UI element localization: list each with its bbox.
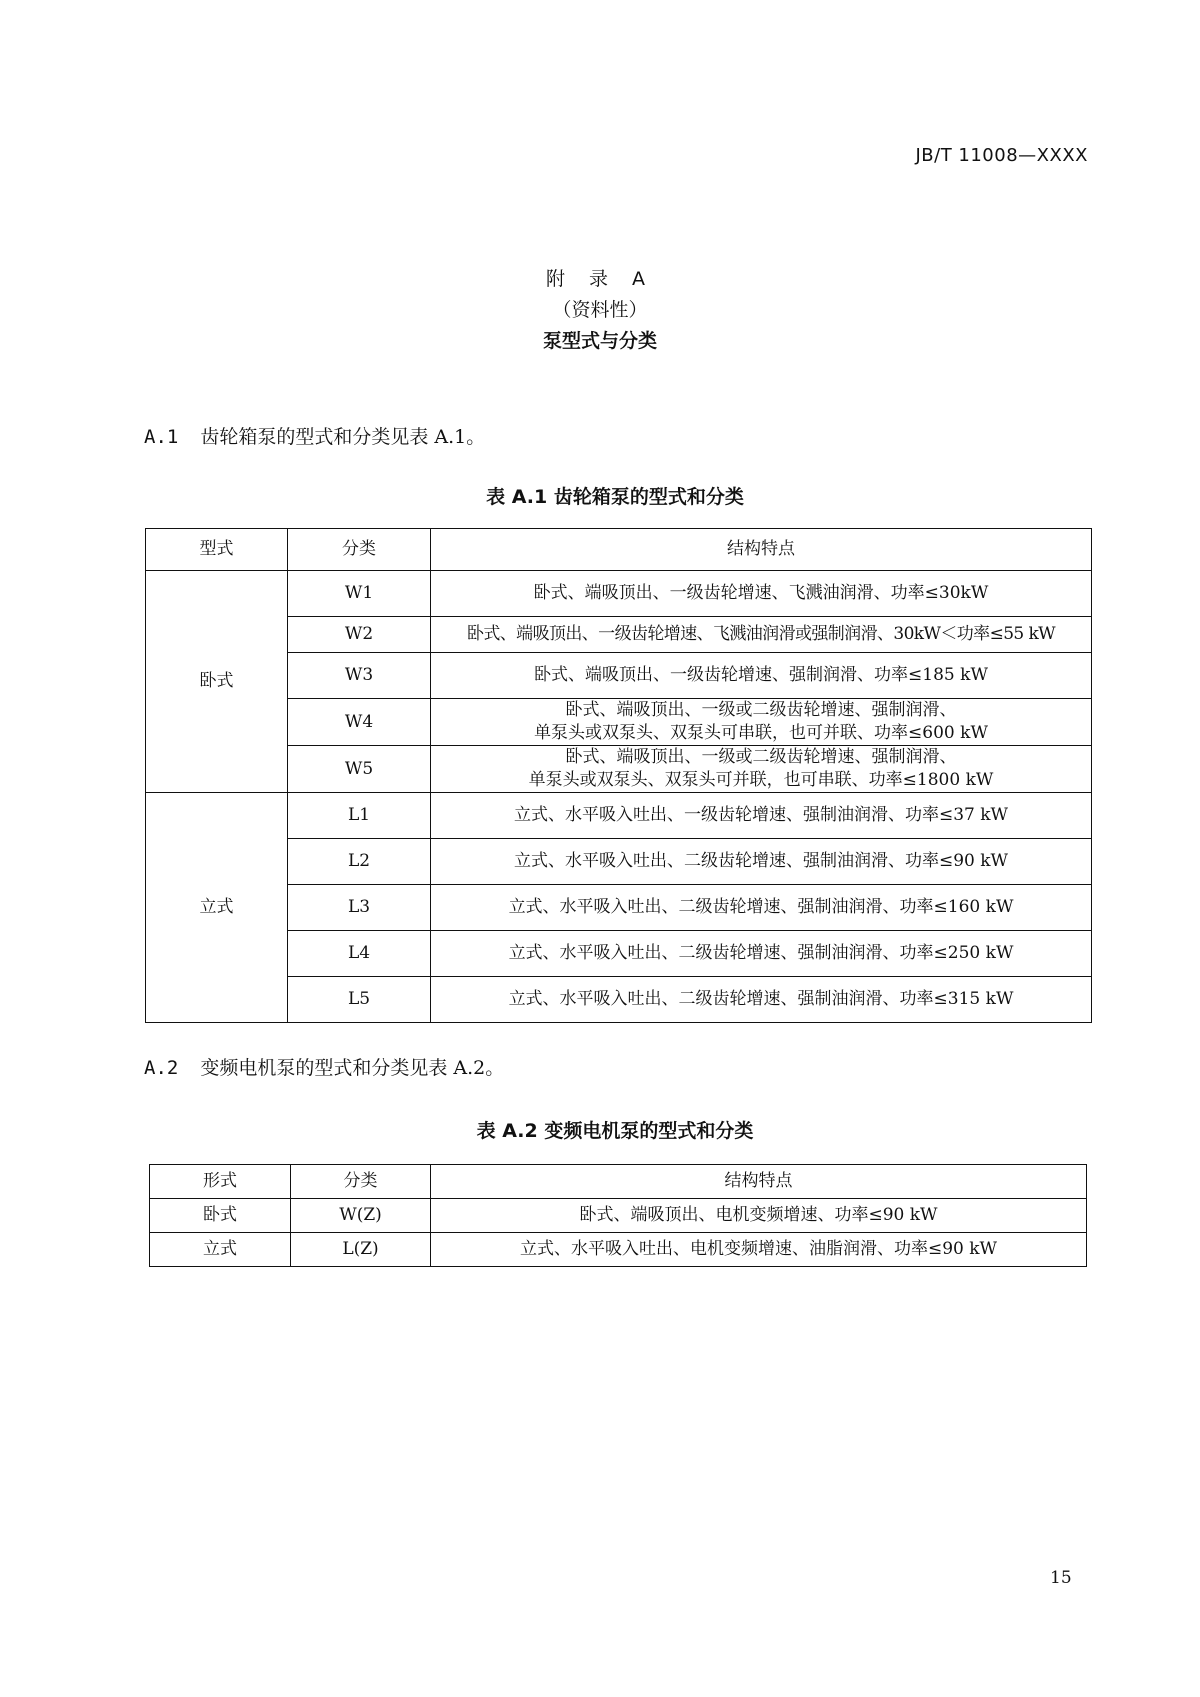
table-a2-header-features: 结构特点	[431, 1165, 1087, 1199]
table-a1-features: 立式、水平吸入吐出、二级齿轮增速、强制油润滑、功率≤90 kW	[431, 839, 1092, 885]
table-a1-header-type: 型式	[146, 529, 288, 571]
table-a1-features	[431, 746, 1092, 793]
table-a1-group-type: 卧式	[146, 571, 288, 793]
table-row	[150, 1233, 1087, 1267]
table-a2-caption: 表 A.2 变频电机泵的型式和分类	[476, 1120, 754, 1142]
table-a1-group-type: 立式	[146, 793, 288, 1023]
table-a1-features: 立式、水平吸入吐出、二级齿轮增速、强制油润滑、功率≤315 kW	[431, 977, 1092, 1023]
table-a1-caption: 表 A.1 齿轮箱泵的型式和分类	[486, 486, 744, 508]
appendix-nature: （资料性）	[552, 299, 648, 321]
section-a2-paragraph	[144, 1055, 504, 1081]
table-a1-features-line: 单泵头或双泵头、双泵头可串联，也可并联、功率≤600 kW	[534, 723, 988, 743]
table-a2-header-row	[150, 1165, 1087, 1199]
section-a1-number: A.1	[144, 426, 179, 448]
table-a1-code: W3	[288, 653, 431, 699]
table-a1-features: 立式、水平吸入吐出、一级齿轮增速、强制油润滑、功率≤37 kW	[431, 793, 1092, 839]
section-a1-text: 齿轮箱泵的型式和分类见表 A.1。	[200, 426, 486, 448]
table-a1-code: W4	[288, 699, 431, 746]
table-row	[146, 746, 1092, 793]
table-row	[150, 1199, 1087, 1233]
table-a1-code: L3	[288, 885, 431, 931]
table-row	[146, 653, 1092, 699]
table-row	[146, 699, 1092, 746]
page-number: 15	[1050, 1568, 1072, 1588]
table-row	[146, 793, 1092, 839]
section-a2-number: A.2	[144, 1057, 179, 1079]
table-a2-header-class: 分类	[291, 1165, 431, 1199]
table-a1-features: 卧式、端吸顶出、一级齿轮增速、飞溅油润滑、功率≤30kW	[431, 571, 1092, 617]
table-a2-code: W(Z)	[291, 1199, 431, 1233]
section-a1-paragraph	[144, 424, 485, 450]
table-a1	[145, 528, 1092, 1023]
table-a1-features-line: 卧式、端吸顶出、一级或二级齿轮增速、强制润滑、	[565, 700, 957, 720]
table-a1-code: L5	[288, 977, 431, 1023]
table-a1-code: W2	[288, 617, 431, 653]
table-a1-code: W5	[288, 746, 431, 793]
section-a2-text: 变频电机泵的型式和分类见表 A.2。	[200, 1057, 505, 1079]
table-a1-header-features: 结构特点	[431, 529, 1092, 571]
table-a2-features: 卧式、端吸顶出、电机变频增速、功率≤90 kW	[431, 1199, 1087, 1233]
table-a2-type: 立式	[150, 1233, 291, 1267]
table-row	[146, 571, 1092, 617]
table-a1-features: 立式、水平吸入吐出、二级齿轮增速、强制油润滑、功率≤250 kW	[431, 931, 1092, 977]
table-row	[146, 931, 1092, 977]
table-row	[146, 885, 1092, 931]
table-a1-code: W1	[288, 571, 431, 617]
table-a1-features-line: 卧式、端吸顶出、一级或二级齿轮增速、强制润滑、	[565, 747, 957, 767]
table-a2-type: 卧式	[150, 1199, 291, 1233]
table-a2	[149, 1164, 1087, 1267]
table-a2-header-type: 形式	[150, 1165, 291, 1199]
table-a1-header-row	[146, 529, 1092, 571]
table-a1-features-line: 单泵头或双泵头、双泵头可并联，也可串联、功率≤1800 kW	[528, 770, 994, 790]
table-a1-code: L1	[288, 793, 431, 839]
appendix-title: 泵型式与分类	[542, 330, 657, 352]
table-row	[146, 617, 1092, 653]
table-a1-header-class: 分类	[288, 529, 431, 571]
table-a1-code: L4	[288, 931, 431, 977]
table-a1-features: 立式、水平吸入吐出、二级齿轮增速、强制油润滑、功率≤160 kW	[431, 885, 1092, 931]
appendix-label: 附 录 A	[545, 268, 655, 290]
table-a2-code: L(Z)	[291, 1233, 431, 1267]
table-a2-features: 立式、水平吸入吐出、电机变频增速、油脂润滑、功率≤90 kW	[431, 1233, 1087, 1267]
document-number: JB/T 11008—XXXX	[915, 145, 1088, 166]
table-a1-features	[431, 699, 1092, 746]
table-row	[146, 839, 1092, 885]
table-a1-features: 卧式、端吸顶出、一级齿轮增速、强制润滑、功率≤185 kW	[431, 653, 1092, 699]
table-a1-code: L2	[288, 839, 431, 885]
table-row	[146, 977, 1092, 1023]
table-a1-features: 卧式、端吸顶出、一级齿轮增速、飞溅油润滑或强制润滑、30kW＜功率≤55 kW	[431, 617, 1092, 653]
